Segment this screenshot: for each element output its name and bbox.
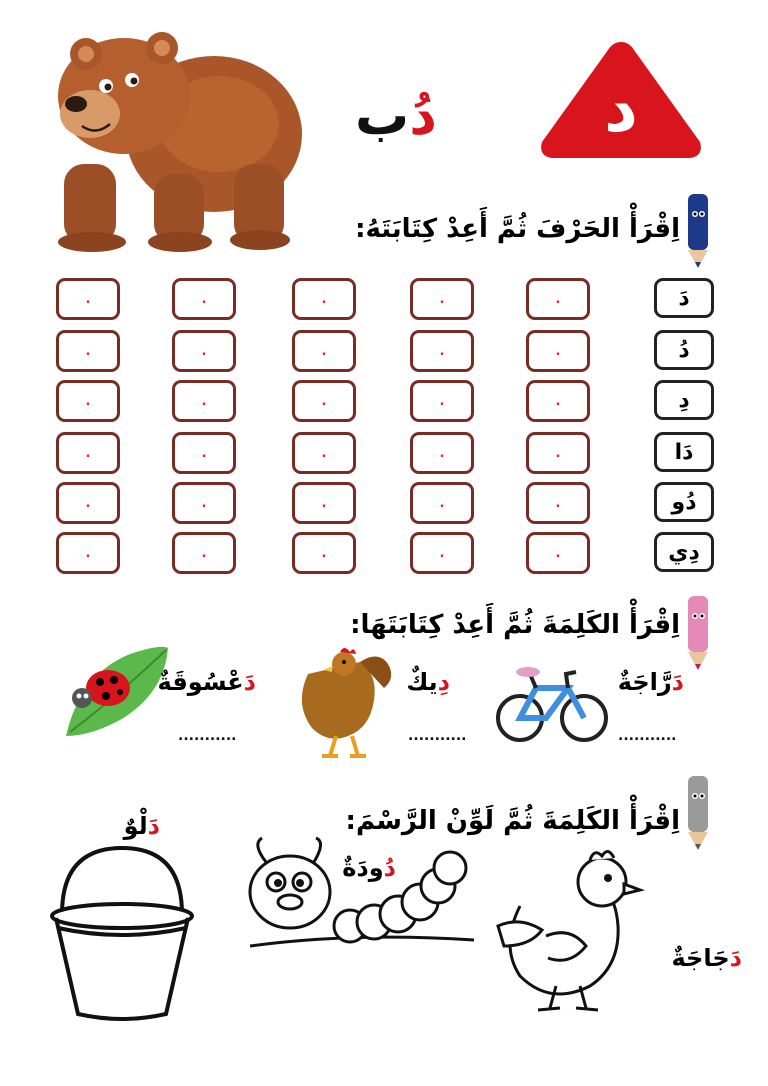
writing-cell[interactable]: [292, 432, 356, 474]
writing-cell[interactable]: [172, 380, 236, 422]
cell-dot: .: [201, 393, 207, 409]
cell-dot: .: [321, 393, 327, 409]
word-bicycle: دَرَّاجَةٌ: [617, 668, 684, 696]
cell-dot: .: [85, 545, 91, 561]
ladybug-icon: [60, 644, 172, 740]
writing-cell[interactable]: [410, 330, 474, 372]
cell-dot: .: [85, 445, 91, 461]
gray-pencil-icon: [684, 772, 712, 852]
header-word: [355, 84, 437, 149]
cell-dot: .: [555, 445, 561, 461]
syllable-box: دِي: [654, 532, 714, 572]
cell-dot: .: [201, 343, 207, 359]
syllable-box: دُ: [654, 330, 714, 370]
writing-cell[interactable]: [172, 532, 236, 574]
cell-dot: .: [85, 495, 91, 511]
writing-cell[interactable]: [56, 432, 120, 474]
write-line-rooster: ...........: [408, 728, 467, 744]
syllable-box: دِ: [654, 380, 714, 420]
word-bucket: دَلْوٌ: [123, 812, 160, 840]
letter-triangle: [534, 34, 708, 162]
writing-cell[interactable]: [526, 380, 590, 422]
writing-cell[interactable]: [56, 482, 120, 524]
writing-cell[interactable]: [172, 432, 236, 474]
syllable-box: دَا: [654, 432, 714, 472]
rooster-icon: [288, 644, 400, 764]
bear-illustration: [44, 14, 306, 254]
cell-dot: .: [201, 495, 207, 511]
word-rooster: دِيكٌ: [406, 668, 450, 696]
writing-cell[interactable]: [292, 278, 356, 320]
writing-cell[interactable]: [526, 330, 590, 372]
word-hen: دَجَاجَةٌ: [671, 944, 742, 972]
cell-dot: .: [321, 343, 327, 359]
section2-heading: اِقْرَأْ الكَلِمَةَ ثُمَّ أَعِدْ كِتَابَتَهَا:: [350, 610, 680, 640]
write-line-ladybug: ...........: [178, 728, 237, 744]
section3-heading: اِقْرَأْ الكَلِمَةَ ثُمَّ لَوِّنْ الرَّسْمَ:: [345, 806, 680, 836]
cell-dot: .: [439, 393, 445, 409]
pink-pencil-icon: [684, 592, 712, 672]
cell-dot: .: [555, 343, 561, 359]
writing-cell[interactable]: [410, 432, 474, 474]
writing-cell[interactable]: [292, 482, 356, 524]
writing-cell[interactable]: [410, 482, 474, 524]
word-worm: دُودَةٌ: [342, 854, 396, 882]
cell-dot: .: [439, 291, 445, 307]
syllable-box: دَ: [654, 278, 714, 318]
writing-cell[interactable]: [292, 532, 356, 574]
cell-dot: .: [321, 495, 327, 511]
syllable-box: دُو: [654, 482, 714, 522]
cell-dot: .: [555, 393, 561, 409]
cell-dot: .: [439, 343, 445, 359]
cell-dot: .: [321, 291, 327, 307]
writing-cell[interactable]: [526, 482, 590, 524]
cell-dot: .: [201, 445, 207, 461]
writing-cell[interactable]: [526, 432, 590, 474]
cell-dot: .: [321, 545, 327, 561]
bicycle-icon: [496, 660, 608, 746]
cell-dot: .: [439, 445, 445, 461]
writing-cell[interactable]: [292, 330, 356, 372]
writing-cell[interactable]: [172, 278, 236, 320]
writing-cell[interactable]: [410, 278, 474, 320]
bucket-icon: [48, 842, 196, 1022]
blue-pencil-icon: [684, 190, 712, 270]
cell-dot: .: [321, 445, 327, 461]
writing-cell[interactable]: [410, 380, 474, 422]
word-ladybug: دَعْسُوقَةٌ: [157, 668, 256, 696]
triangle-letter: د: [604, 70, 638, 147]
writing-cell[interactable]: [172, 482, 236, 524]
cell-dot: .: [85, 291, 91, 307]
writing-cell[interactable]: [172, 330, 236, 372]
cell-dot: .: [439, 495, 445, 511]
section1-heading: اِقْرَأْ الحَرْفَ ثُمَّ أَعِدْ كِتَابَتَهُ:: [355, 214, 680, 244]
writing-cell[interactable]: [56, 380, 120, 422]
cell-dot: .: [85, 343, 91, 359]
writing-cell[interactable]: [56, 330, 120, 372]
cell-dot: .: [201, 545, 207, 561]
writing-cell[interactable]: [56, 278, 120, 320]
cell-dot: .: [85, 393, 91, 409]
writing-cell[interactable]: [292, 380, 356, 422]
writing-cell[interactable]: [526, 278, 590, 320]
hen-icon: [490, 846, 650, 1016]
cell-dot: .: [439, 545, 445, 561]
cell-dot: .: [555, 545, 561, 561]
write-line-bicycle: ...........: [618, 728, 677, 744]
header-word-letter: دُ: [409, 84, 437, 147]
header-word-rest: ب: [355, 84, 410, 147]
writing-cell[interactable]: [56, 532, 120, 574]
cell-dot: .: [555, 291, 561, 307]
cell-dot: .: [555, 495, 561, 511]
cell-dot: .: [201, 291, 207, 307]
writing-cell[interactable]: [526, 532, 590, 574]
writing-cell[interactable]: [410, 532, 474, 574]
